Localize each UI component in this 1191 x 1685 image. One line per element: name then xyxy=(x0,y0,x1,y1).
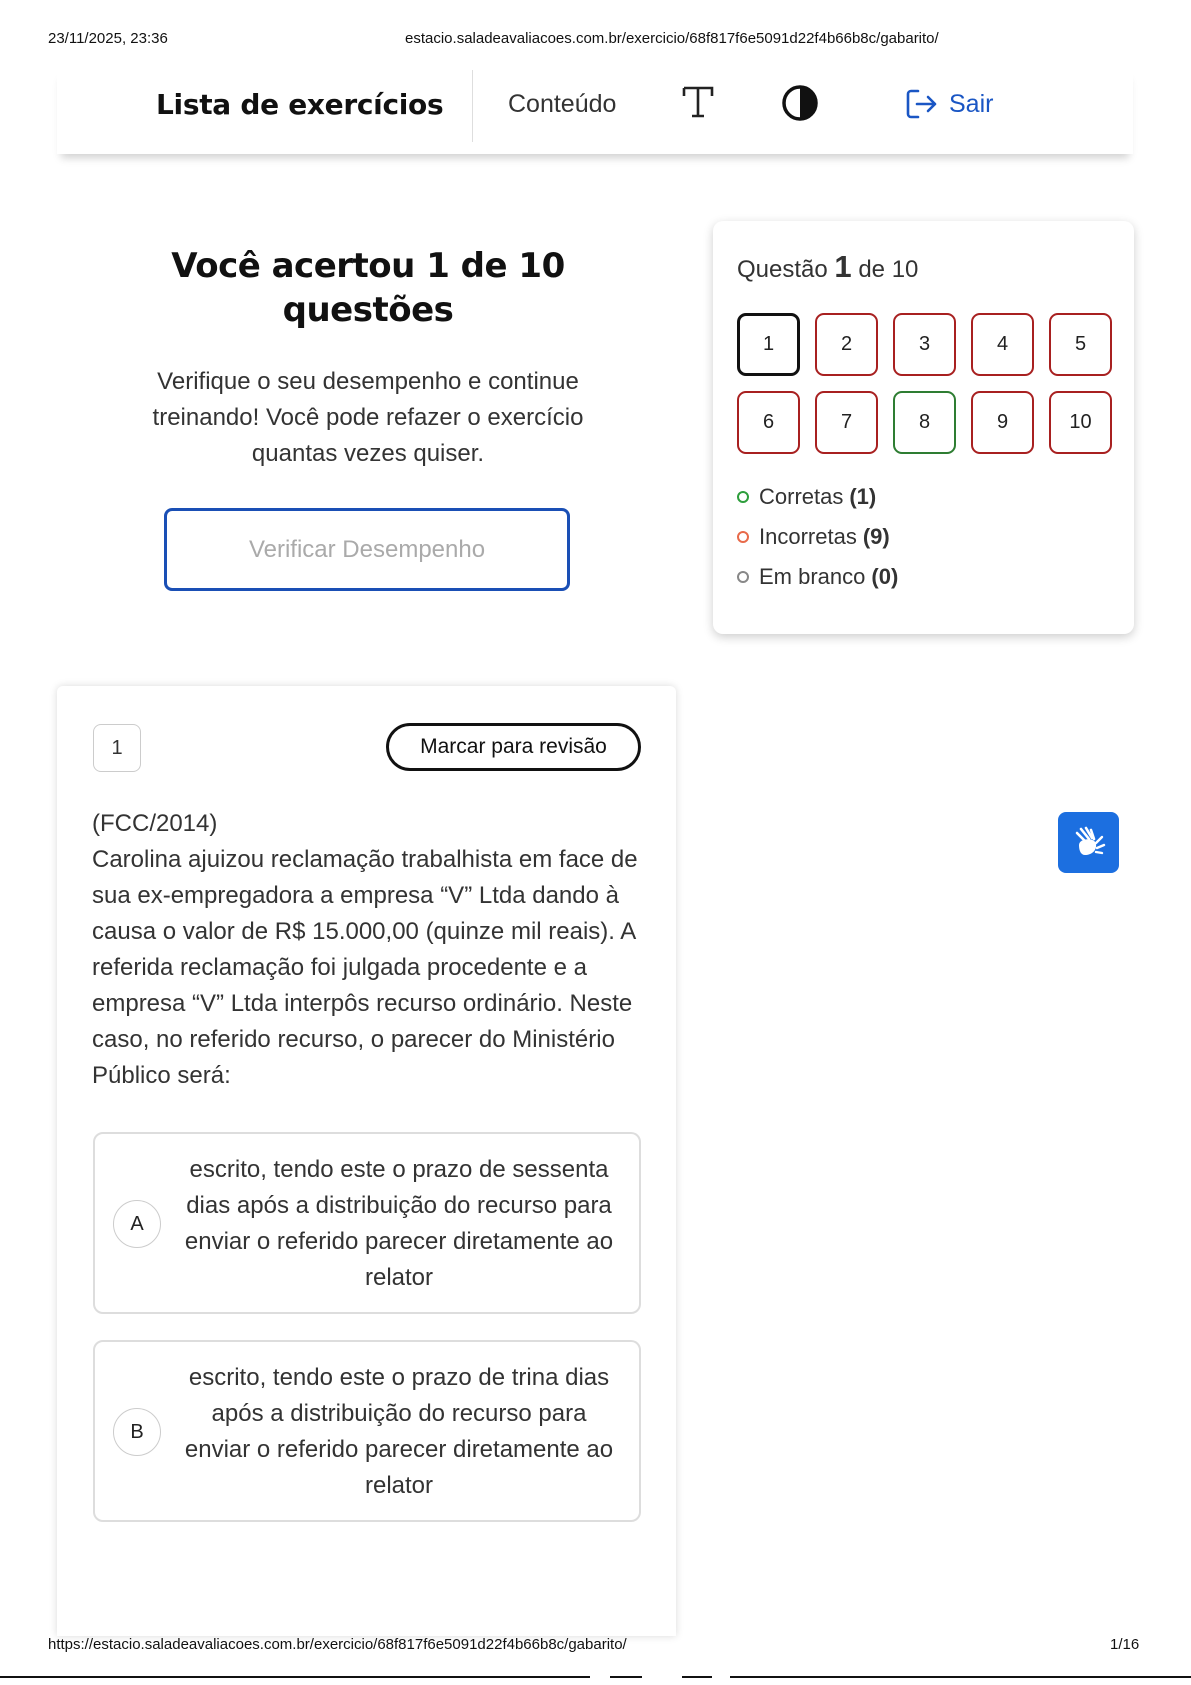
correct-status-dot-icon xyxy=(737,491,749,503)
question-button-5[interactable]: 5 xyxy=(1049,313,1112,376)
question-indicator xyxy=(737,249,918,285)
print-header xyxy=(0,28,1191,50)
option-letter-b: B xyxy=(113,1408,161,1456)
result-description: Verifique o seu desempenho e continue treinando! Você pode refazer o exercício quantas vezes quiser. xyxy=(152,368,584,467)
question-text: Carolina ajuizou reclamação trabalhista em face de sua ex-empregadora a empresa “V” Ltda dando à causa o valor de R$ 15.000,00 (quinze mil reais). A referida reclamação foi julgada procedente e a empresa “V” Ltda interpôs recurso ordinário. Neste caso, no referido recurso, o parecer do Ministério Público será: xyxy=(92,846,638,1089)
question-button-3[interactable]: 3 xyxy=(893,313,956,376)
question-button-1[interactable]: 1 xyxy=(737,313,800,376)
question-number-badge: 1 xyxy=(93,724,141,772)
contrast-icon[interactable] xyxy=(781,84,819,122)
blank-status-dot-icon xyxy=(737,571,749,583)
legend-correct-label: Corretas xyxy=(759,484,844,509)
legend-incorrect-count: (9) xyxy=(862,524,890,549)
result-title: Você acertou 1 de 10 questões xyxy=(171,246,565,330)
mark-for-review-button[interactable]: Marcar para revisão xyxy=(386,723,641,771)
legend-correct-count: (1) xyxy=(849,484,877,509)
question-grid xyxy=(737,313,1112,454)
print-footer-url: https://estacio.saladeavaliacoes.com.br/exercicio/68f817f6e5091d22f4b66b8c/gabarito/ xyxy=(48,1636,627,1653)
print-page-number: 1/16 xyxy=(1110,1636,1140,1653)
legend-blank xyxy=(737,557,898,597)
sign-language-icon xyxy=(1069,823,1109,863)
option-text-a: escrito, tendo este o prazo de sessenta dias após a distribuição do recurso para enviar o referido parecer diretamente ao relator xyxy=(184,1156,614,1291)
question-button-7[interactable]: 7 xyxy=(815,391,878,454)
question-statement xyxy=(92,806,647,1094)
text-size-icon[interactable] xyxy=(681,82,715,122)
question-button-4[interactable]: 4 xyxy=(971,313,1034,376)
option-text-b: escrito, tendo este o prazo de trina dias após a distribuição do recurso para enviar o referido parecer diretamente ao relator xyxy=(184,1364,614,1499)
question-source: (FCC/2014) xyxy=(92,810,218,837)
question-navigator xyxy=(713,221,1134,634)
page-title: Lista de exercícios xyxy=(156,88,444,121)
print-header-url: estacio.saladeavaliacoes.com.br/exercicio/68f817f6e5091d22f4b66b8c/gabarito/ xyxy=(405,30,939,47)
question-button-6[interactable]: 6 xyxy=(737,391,800,454)
page-bottom-rule xyxy=(0,1676,1191,1685)
logout-icon xyxy=(905,87,939,121)
legend-blank-label: Em branco xyxy=(759,564,866,589)
question-indicator-suffix: de 10 xyxy=(858,256,919,283)
print-datetime: 23/11/2025, 23:36 xyxy=(48,30,168,47)
logout-button[interactable] xyxy=(905,86,993,122)
verify-performance-button[interactable]: Verificar Desempenho xyxy=(164,508,570,591)
print-footer xyxy=(0,1636,1191,1658)
answer-option-a[interactable] xyxy=(93,1132,641,1314)
sign-language-button[interactable] xyxy=(1058,812,1119,873)
answer-option-b[interactable] xyxy=(93,1340,641,1522)
legend-blank-count: (0) xyxy=(871,564,899,589)
legend-incorrect-label: Incorretas xyxy=(759,524,857,549)
question-indicator-current: 1 xyxy=(834,249,852,284)
question-card xyxy=(57,686,676,1636)
question-button-9[interactable]: 9 xyxy=(971,391,1034,454)
status-legend xyxy=(737,477,898,597)
question-button-2[interactable]: 2 xyxy=(815,313,878,376)
legend-correct xyxy=(737,477,898,517)
question-button-8[interactable]: 8 xyxy=(893,391,956,454)
content-link[interactable]: Conteúdo xyxy=(508,90,617,118)
logout-label: Sair xyxy=(949,89,994,118)
question-button-10[interactable]: 10 xyxy=(1049,391,1112,454)
question-indicator-prefix: Questão xyxy=(737,256,828,283)
header-divider xyxy=(472,70,473,142)
option-letter-a: A xyxy=(113,1200,161,1248)
incorrect-status-dot-icon xyxy=(737,531,749,543)
result-summary xyxy=(120,244,616,472)
top-navigation-bar xyxy=(57,68,1133,154)
legend-incorrect xyxy=(737,517,898,557)
